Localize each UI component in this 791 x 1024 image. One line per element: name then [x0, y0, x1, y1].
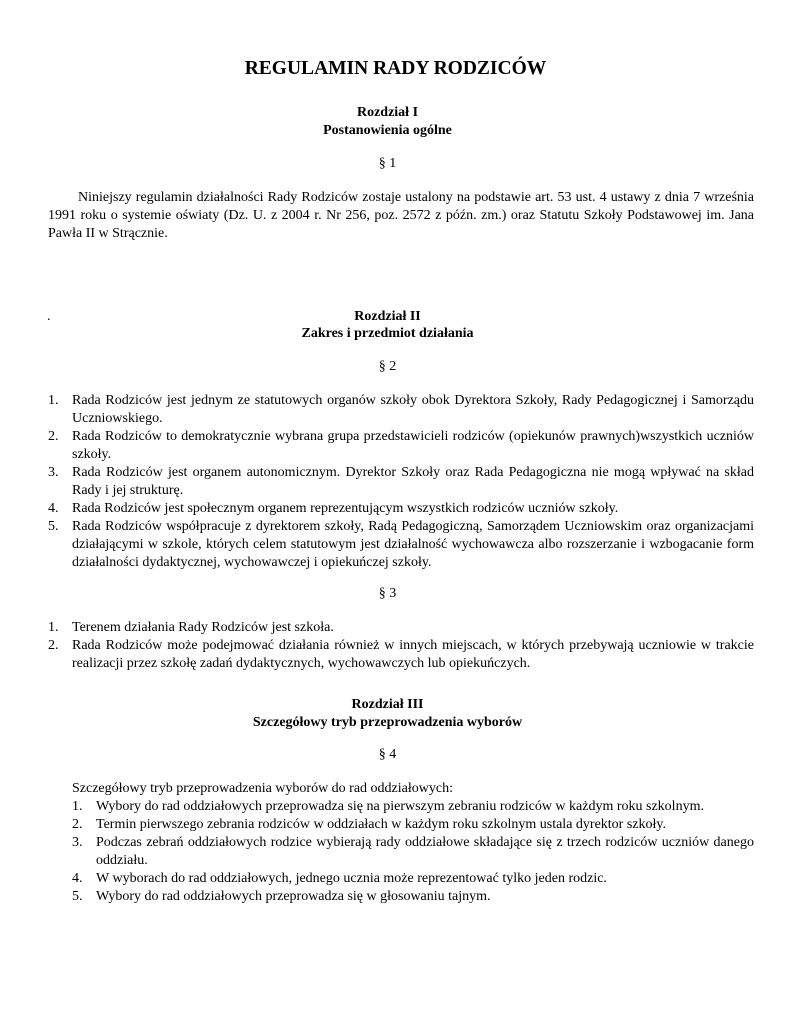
- list-item-number: 2.: [48, 638, 59, 653]
- list-item: [48, 392, 754, 428]
- list-item-text: Rada Rodziców jest organem autonomicznym. Dyrektor Szkoły oraz Rada Pedagogiczna nie mogą wpływać na skład Rady i jej strukturę.: [72, 465, 754, 498]
- chapter-1-subheading: Postanowienia ogólne: [323, 123, 452, 138]
- list-item-number: 1.: [48, 393, 59, 408]
- list-item-number: 2.: [48, 429, 59, 444]
- list-item: [48, 518, 754, 572]
- chapter-3-subheading: Szczegółowy tryb przeprowadzenia wyborów: [252, 715, 523, 730]
- list-item-number: 1.: [48, 620, 59, 635]
- list-item-number: 1.: [72, 799, 83, 814]
- list-item: [48, 619, 754, 637]
- list-item-number: 2.: [72, 817, 83, 832]
- list-item: [48, 500, 754, 518]
- list-item: [72, 870, 754, 888]
- paragraph-1-text: Niniejszy regulamin działalności Rady Rodziców zostaje ustalony na podstawie art. 53 ust. 4 ustawy z dnia 7 września 1991 roku o systemie oświaty (Dz. U. z 2004 r. Nr 256, poz. 2572 z późn. zm.) oraz Statutu Szkoły Podstawowej im. Jana Pawła II w Strącznie.: [48, 190, 754, 241]
- section-mark-1: § 1: [378, 156, 397, 171]
- list-item-text: Rada Rodziców jest społecznym organem reprezentującym wszystkich rodziców uczniów szkoły.: [72, 501, 619, 516]
- list-item-text: Wybory do rad oddziałowych przeprowadza się na pierwszym zebraniu rodziców w każdym roku szkolnym.: [96, 799, 704, 814]
- document-title: REGULAMIN RADY RODZICÓW: [244, 58, 547, 79]
- list-item-number: 4.: [48, 501, 59, 516]
- chapter-2-heading: Rozdział II: [354, 309, 421, 324]
- list-item-text: Rada Rodziców współpracuje z dyrektorem szkoły, Radą Pedagogiczną, Samorządem Uczniowskim oraz organizacjami działającymi w szkole, których celem statutowym jest działalność wychowawcza albo rozszerzanie i wzbogacanie form działalności dydaktycznej, wychowawczej i opiekuńczej szkoły.: [72, 519, 754, 570]
- list-item-number: 3.: [72, 835, 83, 850]
- list-item: [48, 464, 754, 500]
- chapter-3-heading: Rozdział III: [351, 697, 424, 712]
- list-item-text: Terenem działania Rady Rodziców jest szkoła.: [72, 620, 334, 635]
- list-item: [48, 428, 754, 464]
- list-item-number: 5.: [72, 889, 83, 904]
- list-item-text: Podczas zebrań oddziałowych rodzice wybierają rady oddziałowe składające się z trzech rodziców uczniów danego oddziału.: [96, 835, 754, 868]
- list-item-number: 3.: [48, 465, 59, 480]
- list-item-text: Wybory do rad oddziałowych przeprowadza się w głosowaniu tajnym.: [96, 889, 491, 904]
- section-mark-3: § 3: [378, 586, 397, 601]
- section-2-list: [48, 392, 754, 572]
- chapter-1-heading: Rozdział I: [356, 105, 419, 120]
- list-item: [72, 888, 754, 906]
- list-item-text: Rada Rodziców to demokratycznie wybrana grupa przedstawicieli rodziców (opiekunów prawnych)wszystkich uczniów szkoły.: [72, 429, 754, 462]
- list-item-number: 5.: [48, 519, 59, 534]
- section-4-list: [72, 798, 754, 906]
- section-4-intro: Szczegółowy tryb przeprowadzenia wyborów do rad oddziałowych:: [72, 781, 453, 796]
- chapter-2-subheading: Zakres i przedmiot działania: [301, 326, 474, 341]
- list-item-text: W wyborach do rad oddziałowych, jednego ucznia może reprezentować tylko jeden rodzic.: [96, 871, 607, 886]
- list-item-text: Rada Rodziców jest jednym ze statutowych organów szkoły obok Dyrektora Szkoły, Rady Pedagogicznej i Samorządu Uczniowskiego.: [72, 393, 754, 426]
- section-mark-2: § 2: [378, 359, 397, 374]
- section-mark-4: § 4: [378, 747, 397, 762]
- list-item: [48, 637, 754, 673]
- list-item-text: Termin pierwszego zebrania rodziców w oddziałach w każdym roku szkolnym ustala dyrektor szkoły.: [96, 817, 666, 832]
- list-item-text: Rada Rodziców może podejmować działania również w innych miejscach, w których przebywają uczniowie w trakcie realizacji przez szkołę zadań dydaktycznych, wychowawczych lub opiekuńczych.: [72, 638, 754, 671]
- section-3-list: [48, 619, 754, 673]
- list-item-number: 4.: [72, 871, 83, 886]
- list-item: [72, 834, 754, 870]
- list-item: [72, 798, 754, 816]
- list-item: [72, 816, 754, 834]
- stray-dot: .: [47, 309, 51, 324]
